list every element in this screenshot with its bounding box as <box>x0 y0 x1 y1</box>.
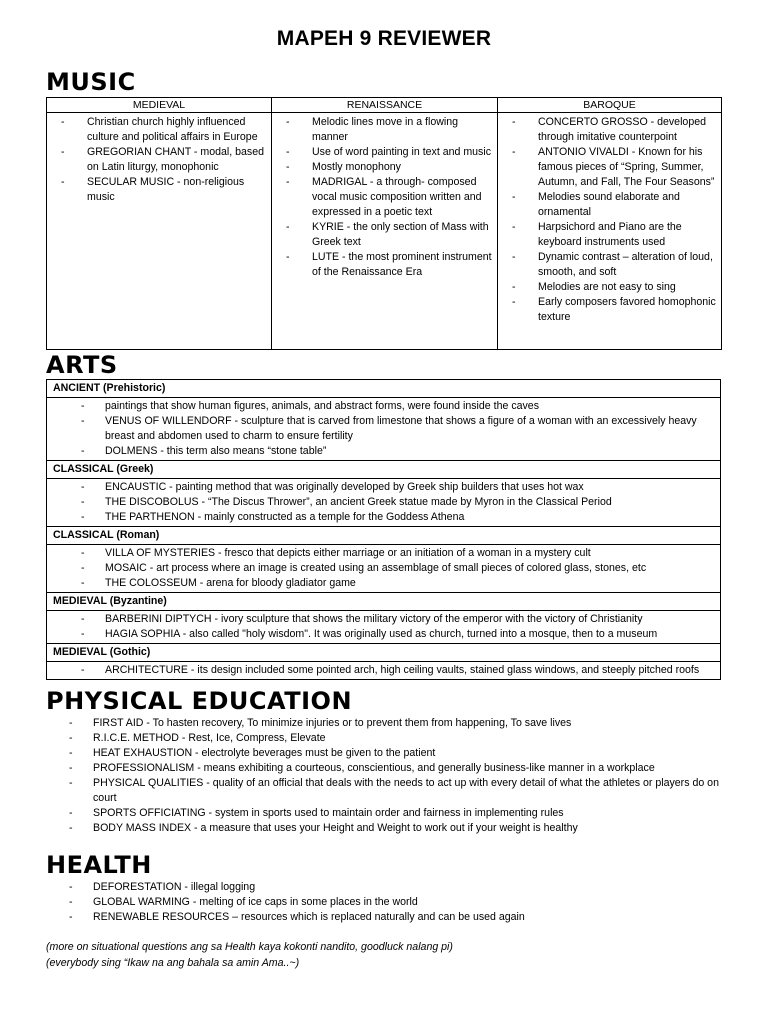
list-item <box>502 145 717 190</box>
bullet-dash: - <box>512 191 516 203</box>
list-item-text: ENCAUSTIC - painting method that was originally developed by Greek ship builders that uses hot wax <box>105 481 584 493</box>
bullet-dash: - <box>286 251 290 263</box>
bullet-dash: - <box>81 481 85 493</box>
list-item <box>502 280 717 295</box>
arts-items-row <box>47 545 721 593</box>
bullet-dash: - <box>69 896 73 908</box>
list-item-text: SECULAR MUSIC - non-religious music <box>87 176 245 203</box>
bullet-dash: - <box>61 146 65 158</box>
list-item-text: BARBERINI DIPTYCH - ivory sculpture that shows the military victory of the emperor with the victory of Christianity <box>105 613 643 625</box>
list-item <box>46 746 726 761</box>
list-item-text: R.I.C.E. METHOD - Rest, Ice, Compress, Elevate <box>93 732 326 744</box>
music-list <box>276 115 493 280</box>
bullet-dash: - <box>81 577 85 589</box>
list-item <box>46 880 726 895</box>
bullet-dash: - <box>81 415 85 427</box>
arts-items-cell <box>47 398 721 461</box>
health-list-wrap <box>46 880 726 925</box>
music-list <box>502 115 717 325</box>
bullet-dash: - <box>286 116 290 128</box>
list-item <box>46 776 726 806</box>
bullet-dash: - <box>69 732 73 744</box>
arts-list <box>53 546 714 591</box>
list-item <box>46 895 726 910</box>
list-item-text: Use of word painting in text and music <box>312 146 492 158</box>
pe-list-wrap <box>46 716 726 836</box>
list-item <box>46 821 726 836</box>
list-item <box>502 190 717 220</box>
note-line: (more on situational questions ang sa Health kaya kokonti nandito, goodluck nalang pi) <box>46 941 453 953</box>
bullet-dash: - <box>81 511 85 523</box>
page-title: MAPEH 9 REVIEWER <box>276 27 492 50</box>
music-col-header: MEDIEVAL <box>47 98 272 113</box>
list-item <box>276 175 493 220</box>
list-item-text: MADRIGAL - a through- composed vocal music composition written and expressed in a poetic text <box>312 176 482 218</box>
list-item <box>53 414 714 444</box>
arts-category-label: CLASSICAL (Greek) <box>47 461 721 479</box>
health-heading: HEALTH <box>46 851 152 879</box>
bullet-dash: - <box>69 807 73 819</box>
bullet-dash: - <box>81 400 85 412</box>
list-item <box>53 480 714 495</box>
arts-category-row <box>47 461 721 479</box>
arts-items-row <box>47 611 721 644</box>
bullet-dash: - <box>69 911 73 923</box>
arts-category-label: MEDIEVAL (Byzantine) <box>47 593 721 611</box>
list-item <box>51 175 267 205</box>
list-item <box>46 731 726 746</box>
music-cell-medieval <box>47 113 272 350</box>
health-list <box>46 880 726 925</box>
music-col-header: RENAISSANCE <box>272 98 498 113</box>
arts-list <box>53 480 714 525</box>
bullet-dash: - <box>81 613 85 625</box>
arts-category-row <box>47 527 721 545</box>
bullet-dash: - <box>286 161 290 173</box>
list-item-text: Dynamic contrast – alteration of loud, smooth, and soft <box>538 251 713 278</box>
bullet-dash: - <box>512 251 516 263</box>
bullet-dash: - <box>512 146 516 158</box>
list-item <box>53 399 714 414</box>
list-item <box>502 220 717 250</box>
note-line: (everybody sing “Ikaw na ang bahala sa amin Ama..~) <box>46 957 300 969</box>
list-item-text: Harpsichord and Piano are the keyboard instruments used <box>538 221 682 248</box>
music-cell-baroque <box>498 113 722 350</box>
list-item-text: DOLMENS - this term also means “stone table” <box>105 445 327 457</box>
arts-list <box>53 663 714 678</box>
bullet-dash: - <box>69 717 73 729</box>
list-item <box>53 663 714 678</box>
list-item-text: paintings that show human figures, animals, and abstract forms, were found inside the caves <box>105 400 539 412</box>
arts-items-row <box>47 479 721 527</box>
bullet-dash: - <box>81 445 85 457</box>
list-item-text: FIRST AID - To hasten recovery, To minimize injuries or to prevent them from happening, To save lives <box>93 717 572 729</box>
bullet-dash: - <box>69 762 73 774</box>
arts-items-row <box>47 662 721 680</box>
bullet-dash: - <box>512 116 516 128</box>
list-item-text: ANTONIO VIVALDI - Known for his famous pieces of “Spring, Summer, Autumn, and Fall, The Four Seasons” <box>538 146 715 188</box>
list-item <box>276 145 493 160</box>
list-item <box>51 115 267 145</box>
list-item <box>53 510 714 525</box>
list-item-text: GREGORIAN CHANT - modal, based on Latin liturgy, monophonic <box>87 146 265 173</box>
bullet-dash: - <box>81 562 85 574</box>
bullet-dash: - <box>81 628 85 640</box>
list-item-text: Christian church highly influenced culture and political affairs in Europe <box>87 116 258 143</box>
music-col-header: BAROQUE <box>498 98 722 113</box>
list-item-text: BODY MASS INDEX - a measure that uses your Height and Weight to work out if your weight is healthy <box>93 822 578 834</box>
bullet-dash: - <box>81 664 85 676</box>
list-item-text: GLOBAL WARMING - melting of ice caps in some places in the world <box>93 896 418 908</box>
list-item-text: THE COLOSSEUM - arena for bloody gladiator game <box>105 577 356 589</box>
list-item <box>46 910 726 925</box>
bullet-dash: - <box>286 146 290 158</box>
bullet-dash: - <box>69 777 73 789</box>
list-item-text: RENEWABLE RESOURCES – resources which is replaced naturally and can be used again <box>93 911 525 923</box>
bullet-dash: - <box>81 496 85 508</box>
list-item-text: VILLA OF MYSTERIES - fresco that depicts either marriage or an initiation of a woman in a mystery cult <box>105 547 591 559</box>
list-item-text: HAGIA SOPHIA - also called "holy wisdom". It was originally used as church, turned into a mosque, then to a museum <box>105 628 658 640</box>
music-list <box>51 115 267 205</box>
list-item-text: ARCHITECTURE - its design included some pointed arch, high ceiling vaults, stained glass windows, and steeply pitched roofs <box>105 664 700 676</box>
arts-items-row <box>47 398 721 461</box>
music-table <box>46 97 722 350</box>
list-item-text: Melodic lines move in a flowing manner <box>312 116 459 143</box>
list-item <box>53 576 714 591</box>
list-item-text: DEFORESTATION - illegal logging <box>93 881 256 893</box>
list-item <box>53 561 714 576</box>
music-heading: MUSIC <box>46 68 136 96</box>
bullet-dash: - <box>81 547 85 559</box>
closing-notes <box>46 939 453 971</box>
list-item <box>502 115 717 145</box>
list-item <box>51 145 267 175</box>
bullet-dash: - <box>286 221 290 233</box>
bullet-dash: - <box>286 176 290 188</box>
bullet-dash: - <box>69 822 73 834</box>
bullet-dash: - <box>61 116 65 128</box>
list-item-text: KYRIE - the only section of Mass with Greek text <box>312 221 489 248</box>
arts-items-cell <box>47 545 721 593</box>
list-item-text: Mostly monophony <box>312 161 401 173</box>
list-item-text: THE DISCOBOLUS - “The Discus Thrower”, an ancient Greek statue made by Myron in the Classical Period <box>105 496 612 508</box>
list-item <box>53 495 714 510</box>
list-item <box>53 612 714 627</box>
list-item-text: Melodies sound elaborate and ornamental <box>538 191 680 218</box>
list-item-text: PROFESSIONALISM - means exhibiting a courteous, conscientious, and generally business-like manner in a workplace <box>93 762 655 774</box>
pe-list <box>46 716 726 836</box>
list-item <box>46 761 726 776</box>
arts-category-label: MEDIEVAL (Gothic) <box>47 644 721 662</box>
bullet-dash: - <box>512 281 516 293</box>
arts-table <box>46 379 721 680</box>
arts-category-row <box>47 593 721 611</box>
arts-list <box>53 399 714 459</box>
list-item-text: MOSAIC - art process where an image is created using an assemblage of small pieces of colored glass, stones, etc <box>105 562 647 574</box>
list-item-text: VENUS OF WILLENDORF - sculpture that is carved from limestone that shows a figure of a woman with an excessively heavy breast and abdomen used to charm to ensure fertility <box>105 415 697 442</box>
music-content-row <box>47 113 722 350</box>
list-item <box>276 115 493 145</box>
list-item <box>53 546 714 561</box>
list-item-text: PHYSICAL QUALITIES - quality of an official that deals with the needs to act up with every detail of what the athletes or players do on court <box>93 777 719 804</box>
list-item-text: CONCERTO GROSSO - developed through imitative counterpoint <box>538 116 706 143</box>
list-item <box>276 220 493 250</box>
arts-items-cell <box>47 479 721 527</box>
list-item-text: Early composers favored homophonic texture <box>538 296 716 323</box>
list-item-text: Melodies are not easy to sing <box>538 281 676 293</box>
arts-category-label: ANCIENT (Prehistoric) <box>47 380 721 398</box>
bullet-dash: - <box>69 881 73 893</box>
list-item <box>276 160 493 175</box>
bullet-dash: - <box>61 176 65 188</box>
arts-category-label: CLASSICAL (Roman) <box>47 527 721 545</box>
list-item <box>46 716 726 731</box>
list-item-text: THE PARTHENON - mainly constructed as a temple for the Goddess Athena <box>105 511 465 523</box>
list-item <box>53 627 714 642</box>
arts-category-row <box>47 644 721 662</box>
list-item <box>502 250 717 280</box>
list-item-text: SPORTS OFFICIATING - system in sports used to maintain order and fairness in implementing rules <box>93 807 564 819</box>
bullet-dash: - <box>69 747 73 759</box>
list-item-text: HEAT EXHAUSTION - electrolyte beverages must be given to the patient <box>93 747 436 759</box>
arts-list <box>53 612 714 642</box>
arts-heading: ARTS <box>46 351 118 379</box>
bullet-dash: - <box>512 221 516 233</box>
list-item-text: LUTE - the most prominent instrument of the Renaissance Era <box>312 251 492 278</box>
list-item <box>46 806 726 821</box>
arts-items-cell <box>47 611 721 644</box>
pe-heading: PHYSICAL EDUCATION <box>46 687 353 715</box>
music-header-row <box>47 98 722 113</box>
bullet-dash: - <box>512 296 516 308</box>
list-item <box>276 250 493 280</box>
list-item <box>502 295 717 325</box>
arts-category-row <box>47 380 721 398</box>
music-cell-renaissance <box>272 113 498 350</box>
arts-items-cell <box>47 662 721 680</box>
list-item <box>53 444 714 459</box>
